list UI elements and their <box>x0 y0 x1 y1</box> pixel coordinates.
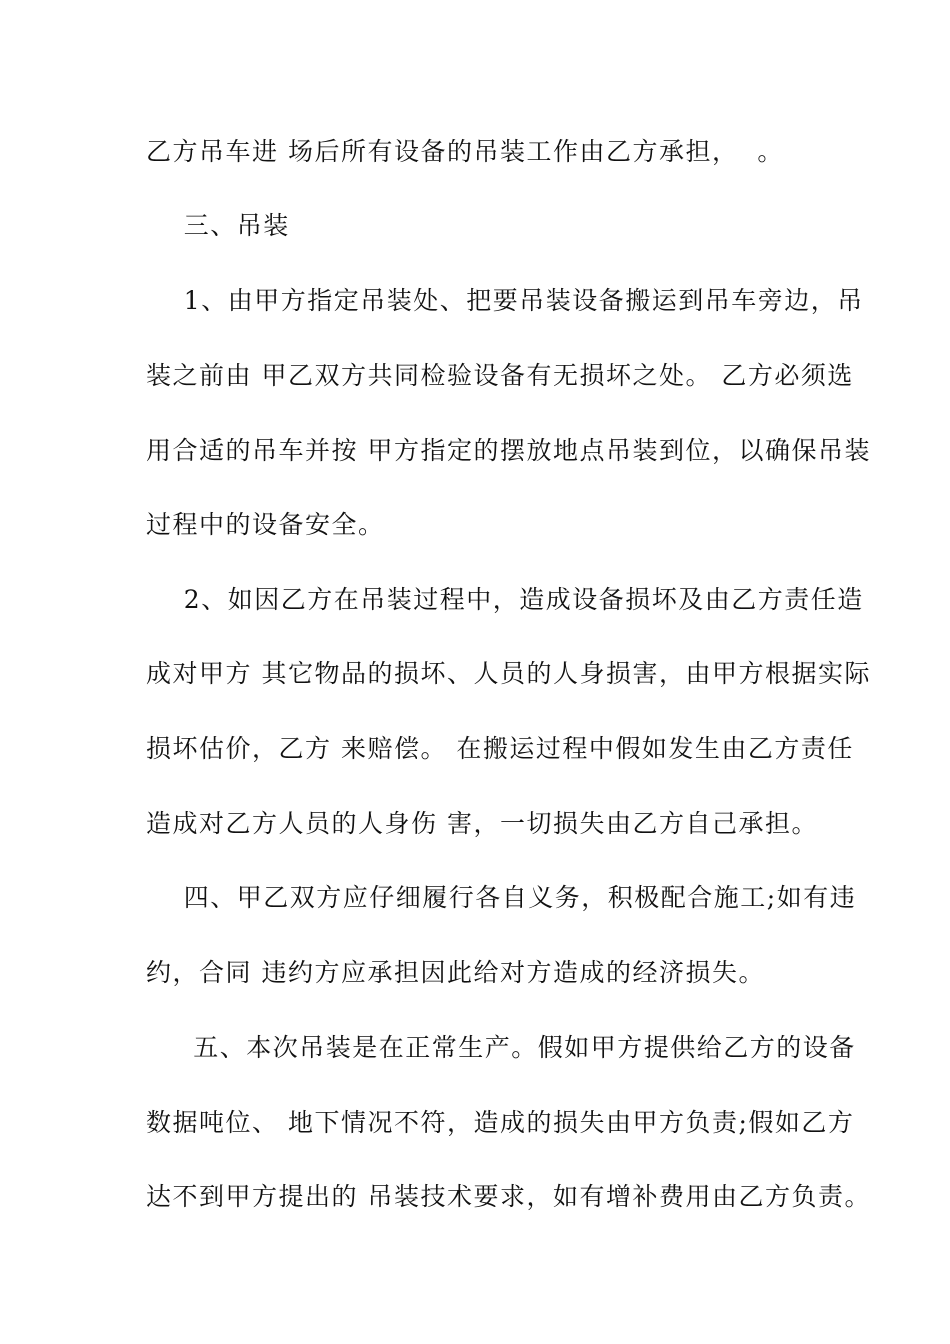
text-line: 装之前由 甲乙双方共同检验设备有无损坏之处。 乙方必须选 <box>146 361 854 390</box>
text-line: 过程中的设备安全。 <box>146 510 385 539</box>
text-line: 五、本次吊装是在正常生产。假如甲方提供给乙方的设备 <box>146 1033 856 1062</box>
text-line: 损坏估价，乙方 来赔偿。 在搬运过程中假如发生由乙方责任 <box>146 734 854 763</box>
text-line: 四、甲乙双方应仔细履行各自义务，积极配合施工;如有违 <box>146 883 857 912</box>
text-line: 用合适的吊车并按 甲方指定的摆放地点吊装到位，以确保吊装 <box>146 436 871 465</box>
text-line: 约，合同 违约方应承担因此给对方造成的经济损失。 <box>146 958 765 987</box>
text-line: 1、由甲方指定吊装处、把要吊装设备搬运到吊车旁边，吊 <box>146 286 864 315</box>
text-line: 数据吨位、 地下情况不符，造成的损失由甲方负责;假如乙方 <box>146 1108 855 1137</box>
text-line: 乙方吊车进 场后所有设备的吊装工作由乙方承担， 。 <box>146 137 784 166</box>
text-line: 成对甲方 其它物品的损坏、人员的人身损害，由甲方根据实际 <box>146 659 871 688</box>
section-heading: 三、吊装 <box>146 211 290 240</box>
text-line: 达不到甲方提出的 吊装技术要求，如有增补费用由乙方负责。 <box>146 1182 871 1211</box>
text-line: 造成对乙方人员的人身伤 害，一切损失由乙方自己承担。 <box>146 809 818 838</box>
text-line: 2、如因乙方在吊装过程中，造成设备损坏及由乙方责任造 <box>146 585 864 614</box>
